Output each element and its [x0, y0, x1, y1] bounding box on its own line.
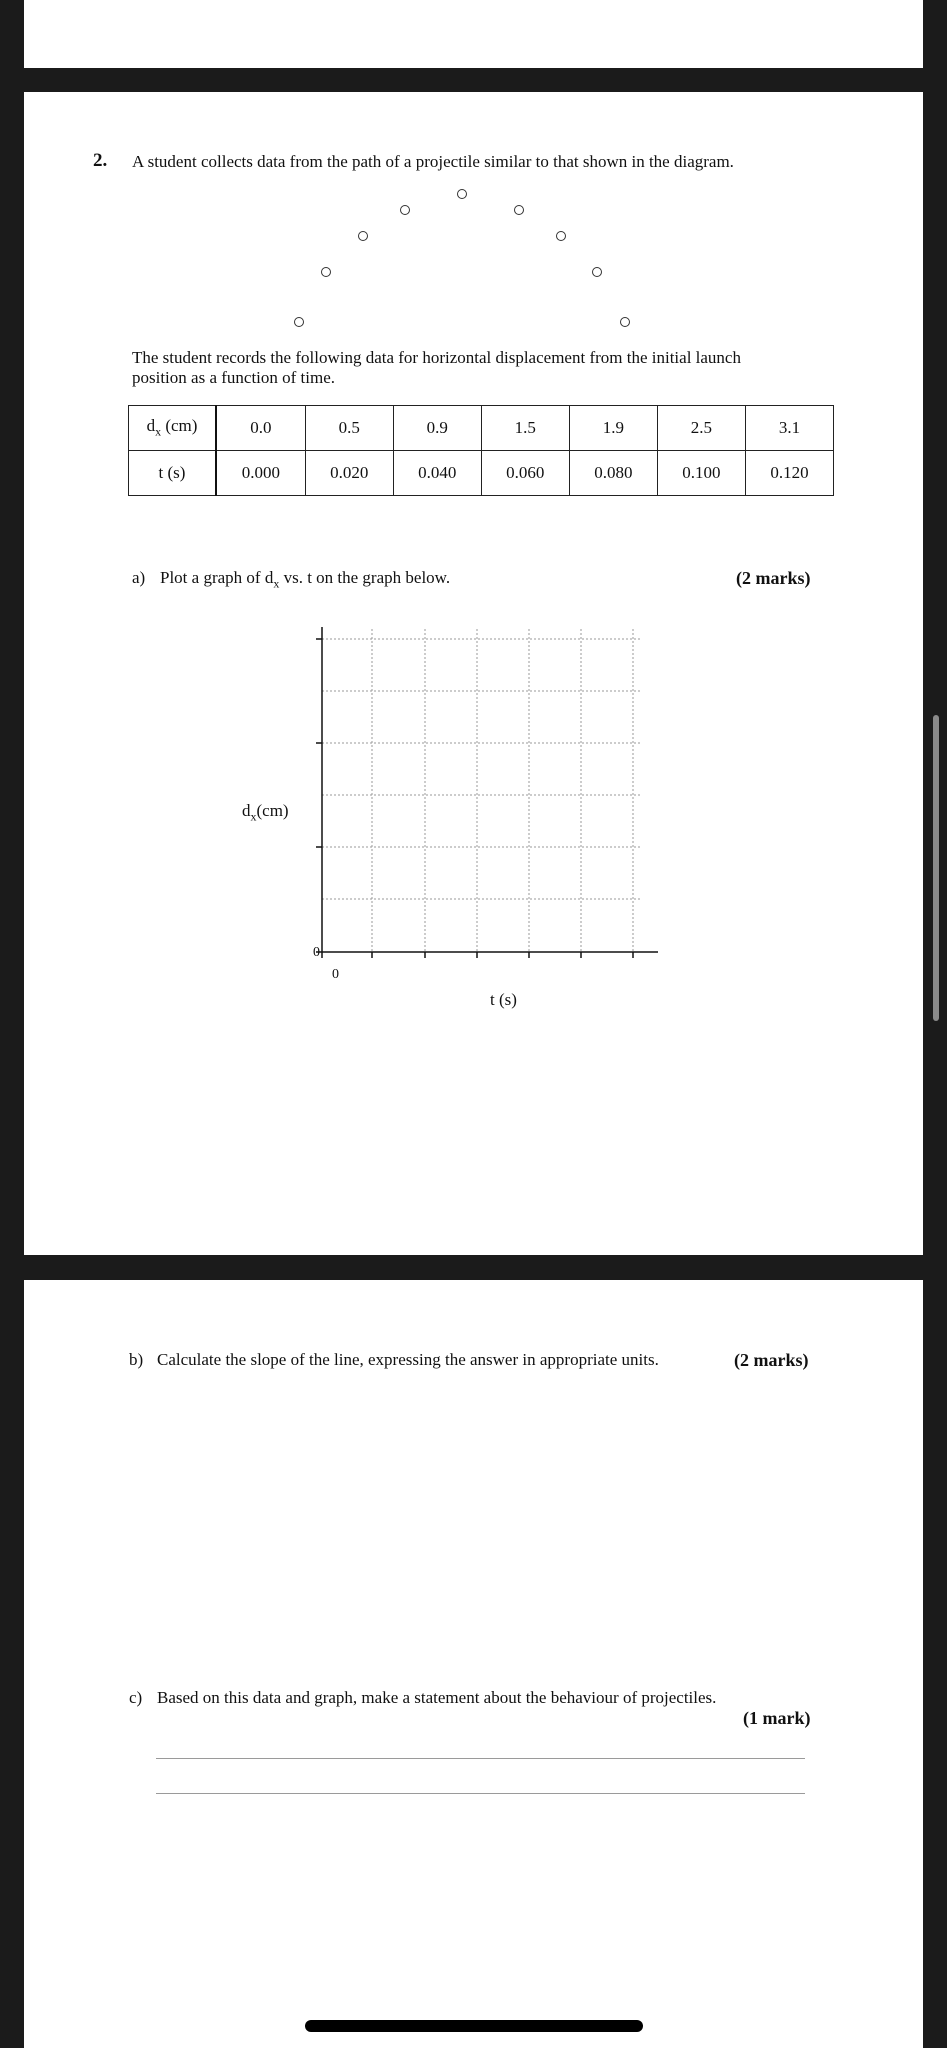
table-cell: 0.040	[393, 451, 481, 496]
graph-axes	[316, 627, 658, 958]
table-cell: 0.5	[305, 406, 393, 451]
part-b-label: b)	[129, 1350, 144, 1369]
scroll-indicator[interactable]	[933, 715, 939, 1021]
y-origin-label: 0	[313, 945, 320, 960]
table-cell: 1.9	[569, 406, 657, 451]
part-a-marks: (2 marks)	[736, 568, 811, 588]
question-intro: A student collects data from the path of a projectile similar to that shown in the diagram.	[132, 152, 734, 171]
part-a-text: Plot a graph of $d_x$ vs. t on the graph below.	[160, 568, 451, 591]
row-label-t: t (s)	[129, 451, 217, 496]
table-cell: 0.000	[216, 451, 305, 496]
records-text-line1: The student records the following data for horizontal displacement from the initial launch	[132, 348, 741, 367]
table-cell: 2.5	[657, 406, 745, 451]
part-b-marks: (2 marks)	[734, 1350, 809, 1370]
part-b-text: Calculate the slope of the line, expressing the answer in appropriate units.	[157, 1350, 659, 1369]
part-a-label: a)	[132, 568, 146, 587]
table-cell: 0.020	[305, 451, 393, 496]
worksheet-page-1	[24, 92, 923, 1255]
part-c-marks: (1 mark)	[743, 1708, 811, 1728]
table-cell: 1.5	[481, 406, 569, 451]
table-cell: 0.9	[393, 406, 481, 451]
x-axis-label: t (s)	[490, 990, 517, 1009]
part-c-label: c)	[129, 1688, 143, 1707]
previous-page-fragment	[24, 0, 923, 68]
table-cell: 0.120	[745, 451, 833, 496]
table-cell: 0.080	[569, 451, 657, 496]
answer-line[interactable]	[156, 1758, 805, 1759]
records-text-line2: position as a function of time.	[132, 368, 336, 387]
question-number: 2.	[93, 150, 108, 171]
x-origin-label: 0	[332, 967, 339, 982]
y-axis-label: $d_x(cm)$	[242, 801, 289, 824]
row-label-dx: $d_x$ (cm)	[129, 406, 217, 451]
worksheet-page-2	[24, 1280, 923, 2048]
part-c-text: Based on this data and graph, make a statement about the behaviour of projectiles.	[157, 1688, 717, 1707]
blank-graph	[24, 92, 923, 1255]
table-cell: 0.0	[216, 406, 305, 451]
table-cell: 3.1	[745, 406, 833, 451]
graph-gridlines	[322, 629, 642, 952]
table-cell: 0.060	[481, 451, 569, 496]
answer-line[interactable]	[156, 1793, 805, 1794]
table-cell: 0.100	[657, 451, 745, 496]
home-indicator[interactable]	[305, 2020, 643, 2032]
